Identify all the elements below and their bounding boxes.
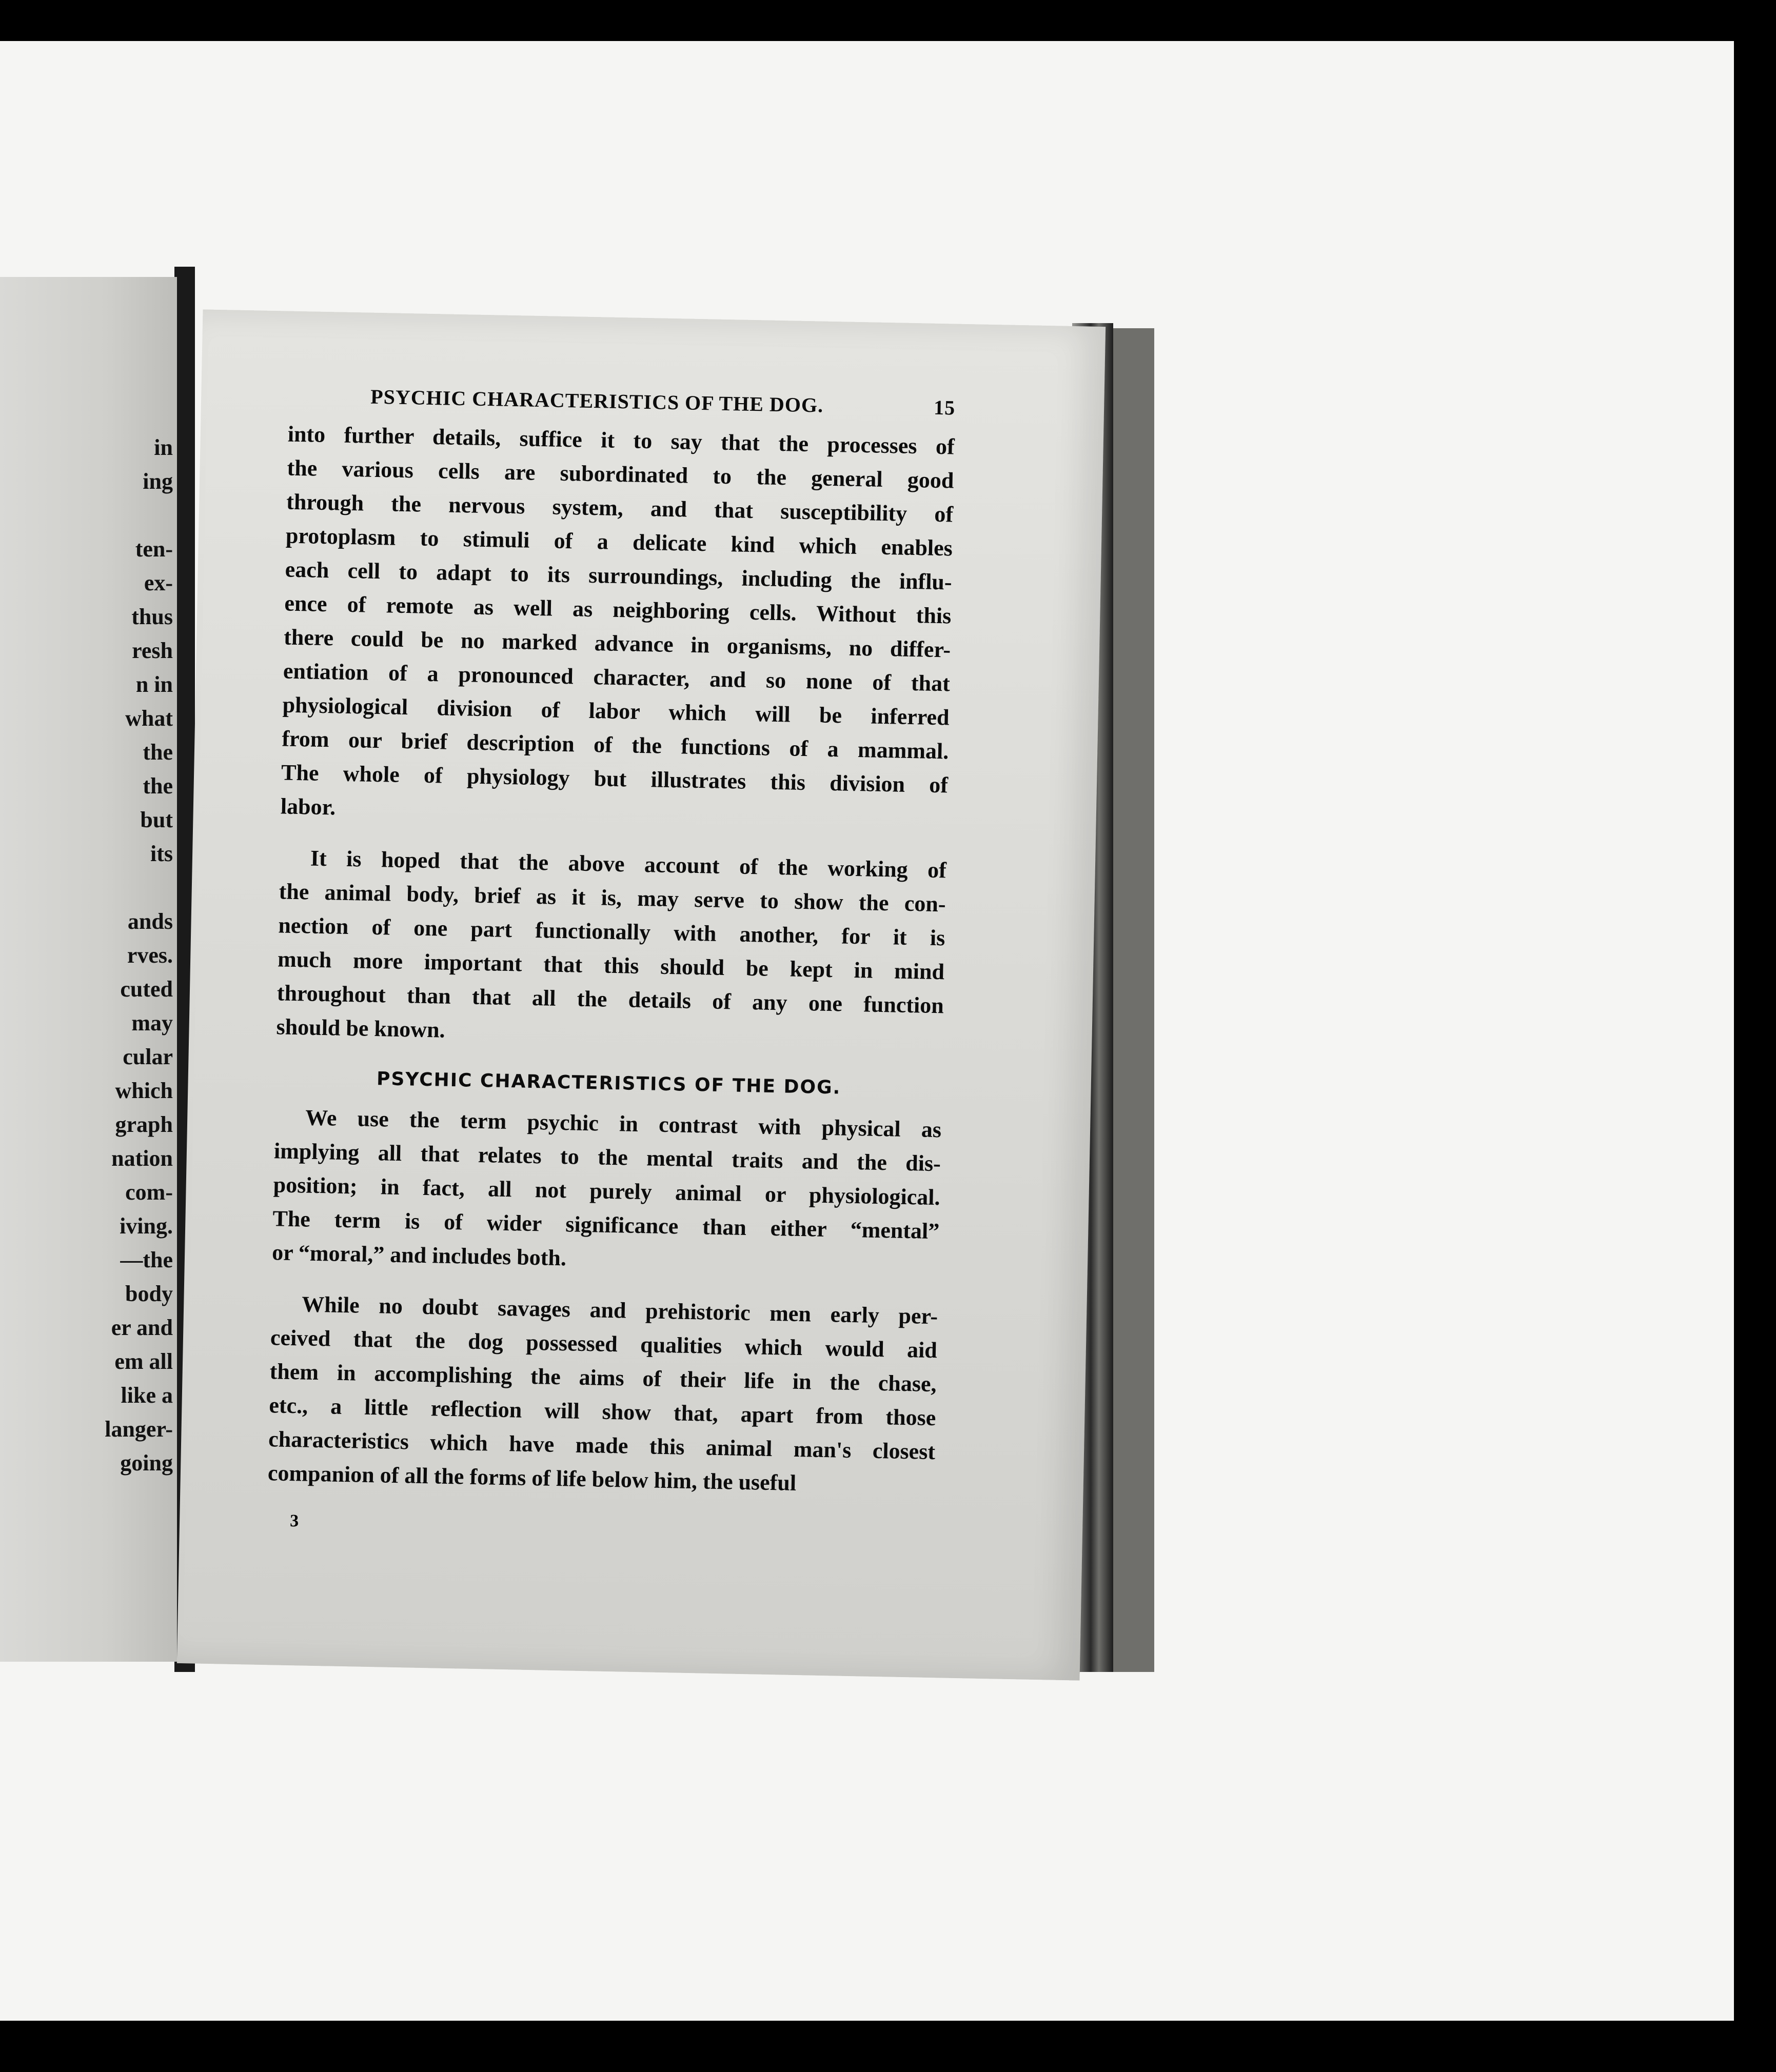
left-page-text xyxy=(105,431,173,1480)
text-line: from our brief description of the functions of a mammal. xyxy=(282,726,949,764)
left-page-line: its xyxy=(150,841,173,866)
left-page-line: langer- xyxy=(105,1417,173,1442)
running-header-title: PSYCHIC CHARACTERISTICS OF THE DOG. xyxy=(370,385,824,417)
text-line: characteristics which have made this animal man's closest xyxy=(268,1426,936,1465)
text-line: While no doubt savages and prehistoric men early per- xyxy=(301,1291,938,1329)
left-page-line: resh xyxy=(132,638,173,663)
text-line: the various cells are subordinated to the general good xyxy=(287,455,954,493)
text-line: or “moral,” and includes both. xyxy=(271,1240,567,1271)
text-line: entiation of a pronounced character, and so none of that xyxy=(283,658,951,696)
left-page-line: graph xyxy=(115,1112,173,1137)
left-page-line: ten- xyxy=(135,536,173,562)
text-line: labor. xyxy=(280,793,336,820)
text-line: The whole of physiology but illustrates this division of xyxy=(281,760,949,798)
left-page-line: em all xyxy=(114,1349,173,1374)
left-page-line: the xyxy=(143,740,173,765)
left-page-line: nation xyxy=(111,1146,173,1171)
text-line: ceived that the dog possessed qualities which would aid xyxy=(270,1325,938,1363)
text-line: should be known. xyxy=(276,1014,446,1043)
left-page-line: er and xyxy=(111,1315,173,1340)
scan-background xyxy=(0,41,1734,2021)
left-page-line: iving. xyxy=(120,1213,173,1239)
text-line: throughout than that all the details of any one function xyxy=(277,980,944,1019)
text-line: companion of all the forms of life below him, the useful xyxy=(267,1460,797,1496)
left-page-line: ands xyxy=(127,909,173,934)
text-line: the animal body, brief as it is, may serve to show the con- xyxy=(279,879,946,917)
text-line: We use the term psychic in contrast with physical as xyxy=(305,1105,942,1143)
left-page-line: going xyxy=(120,1450,173,1476)
signature-mark: 3 xyxy=(289,1511,299,1531)
left-page-line: body xyxy=(125,1281,173,1306)
left-page-line: cuted xyxy=(120,977,173,1002)
left-page-line: cular xyxy=(123,1044,173,1069)
text-line: protoplasm to stimuli of a delicate kind which enables xyxy=(285,523,953,561)
text-line: nection of one part functionally with another, for it is xyxy=(278,912,945,951)
paragraph-3 xyxy=(272,1100,942,1282)
left-page-line: the xyxy=(143,773,173,799)
text-line: etc., a little reflection will show that, apart from those xyxy=(269,1392,936,1431)
left-page-line: in xyxy=(154,435,173,460)
text-line: implying all that relates to the mental traits and the dis- xyxy=(273,1138,941,1177)
right-page-text xyxy=(267,383,955,1503)
text-line: there could be no marked advance in organisms, no differ- xyxy=(283,624,951,663)
left-page-line xyxy=(105,871,173,905)
left-page-line: what xyxy=(125,706,173,731)
text-line: into further details, suffice it to say that the processes of xyxy=(287,421,955,460)
paragraph-1 xyxy=(280,417,955,836)
left-page-line xyxy=(105,499,173,532)
text-line: The term is of wider significance than either “mental” xyxy=(272,1206,940,1244)
left-page-line: may xyxy=(131,1010,173,1035)
paragraph-2 xyxy=(276,841,946,1057)
text-line: each cell to adapt to its surroundings, including the influ- xyxy=(285,556,953,595)
text-line: them in accomplishing the aims of their life in the chase, xyxy=(269,1359,937,1397)
running-header xyxy=(288,383,956,420)
left-page-line: ing xyxy=(143,469,173,494)
text-line: It is hoped that the above account of the working of xyxy=(310,845,947,883)
text-line: much more important that this should be kept in mind xyxy=(277,946,945,985)
paragraph-4 xyxy=(267,1287,938,1503)
text-line: ence of remote as well as neighboring cells. Without this xyxy=(284,590,952,629)
text-line: physiological division of labor which will be inferred xyxy=(282,692,950,730)
text-line: through the nervous system, and that susceptibility of xyxy=(286,489,954,527)
left-page-line: —the xyxy=(120,1247,173,1272)
left-page-line: com- xyxy=(125,1180,173,1205)
text-line: position; in fact, all not purely animal or physiological. xyxy=(273,1172,940,1210)
left-page-line: like a xyxy=(121,1383,173,1408)
left-page-line: rves. xyxy=(127,943,173,968)
right-page xyxy=(177,309,1106,1680)
left-page-line: but xyxy=(140,807,173,832)
left-page-line: thus xyxy=(131,604,173,629)
page-number: 15 xyxy=(933,395,956,420)
left-page-line: ex- xyxy=(144,570,173,595)
left-page-line: which xyxy=(115,1078,173,1103)
left-page xyxy=(0,277,177,1662)
section-heading: PSYCHIC CHARACTERISTICS OF THE DOG. xyxy=(376,1068,841,1099)
left-page-line: n in xyxy=(135,672,173,697)
